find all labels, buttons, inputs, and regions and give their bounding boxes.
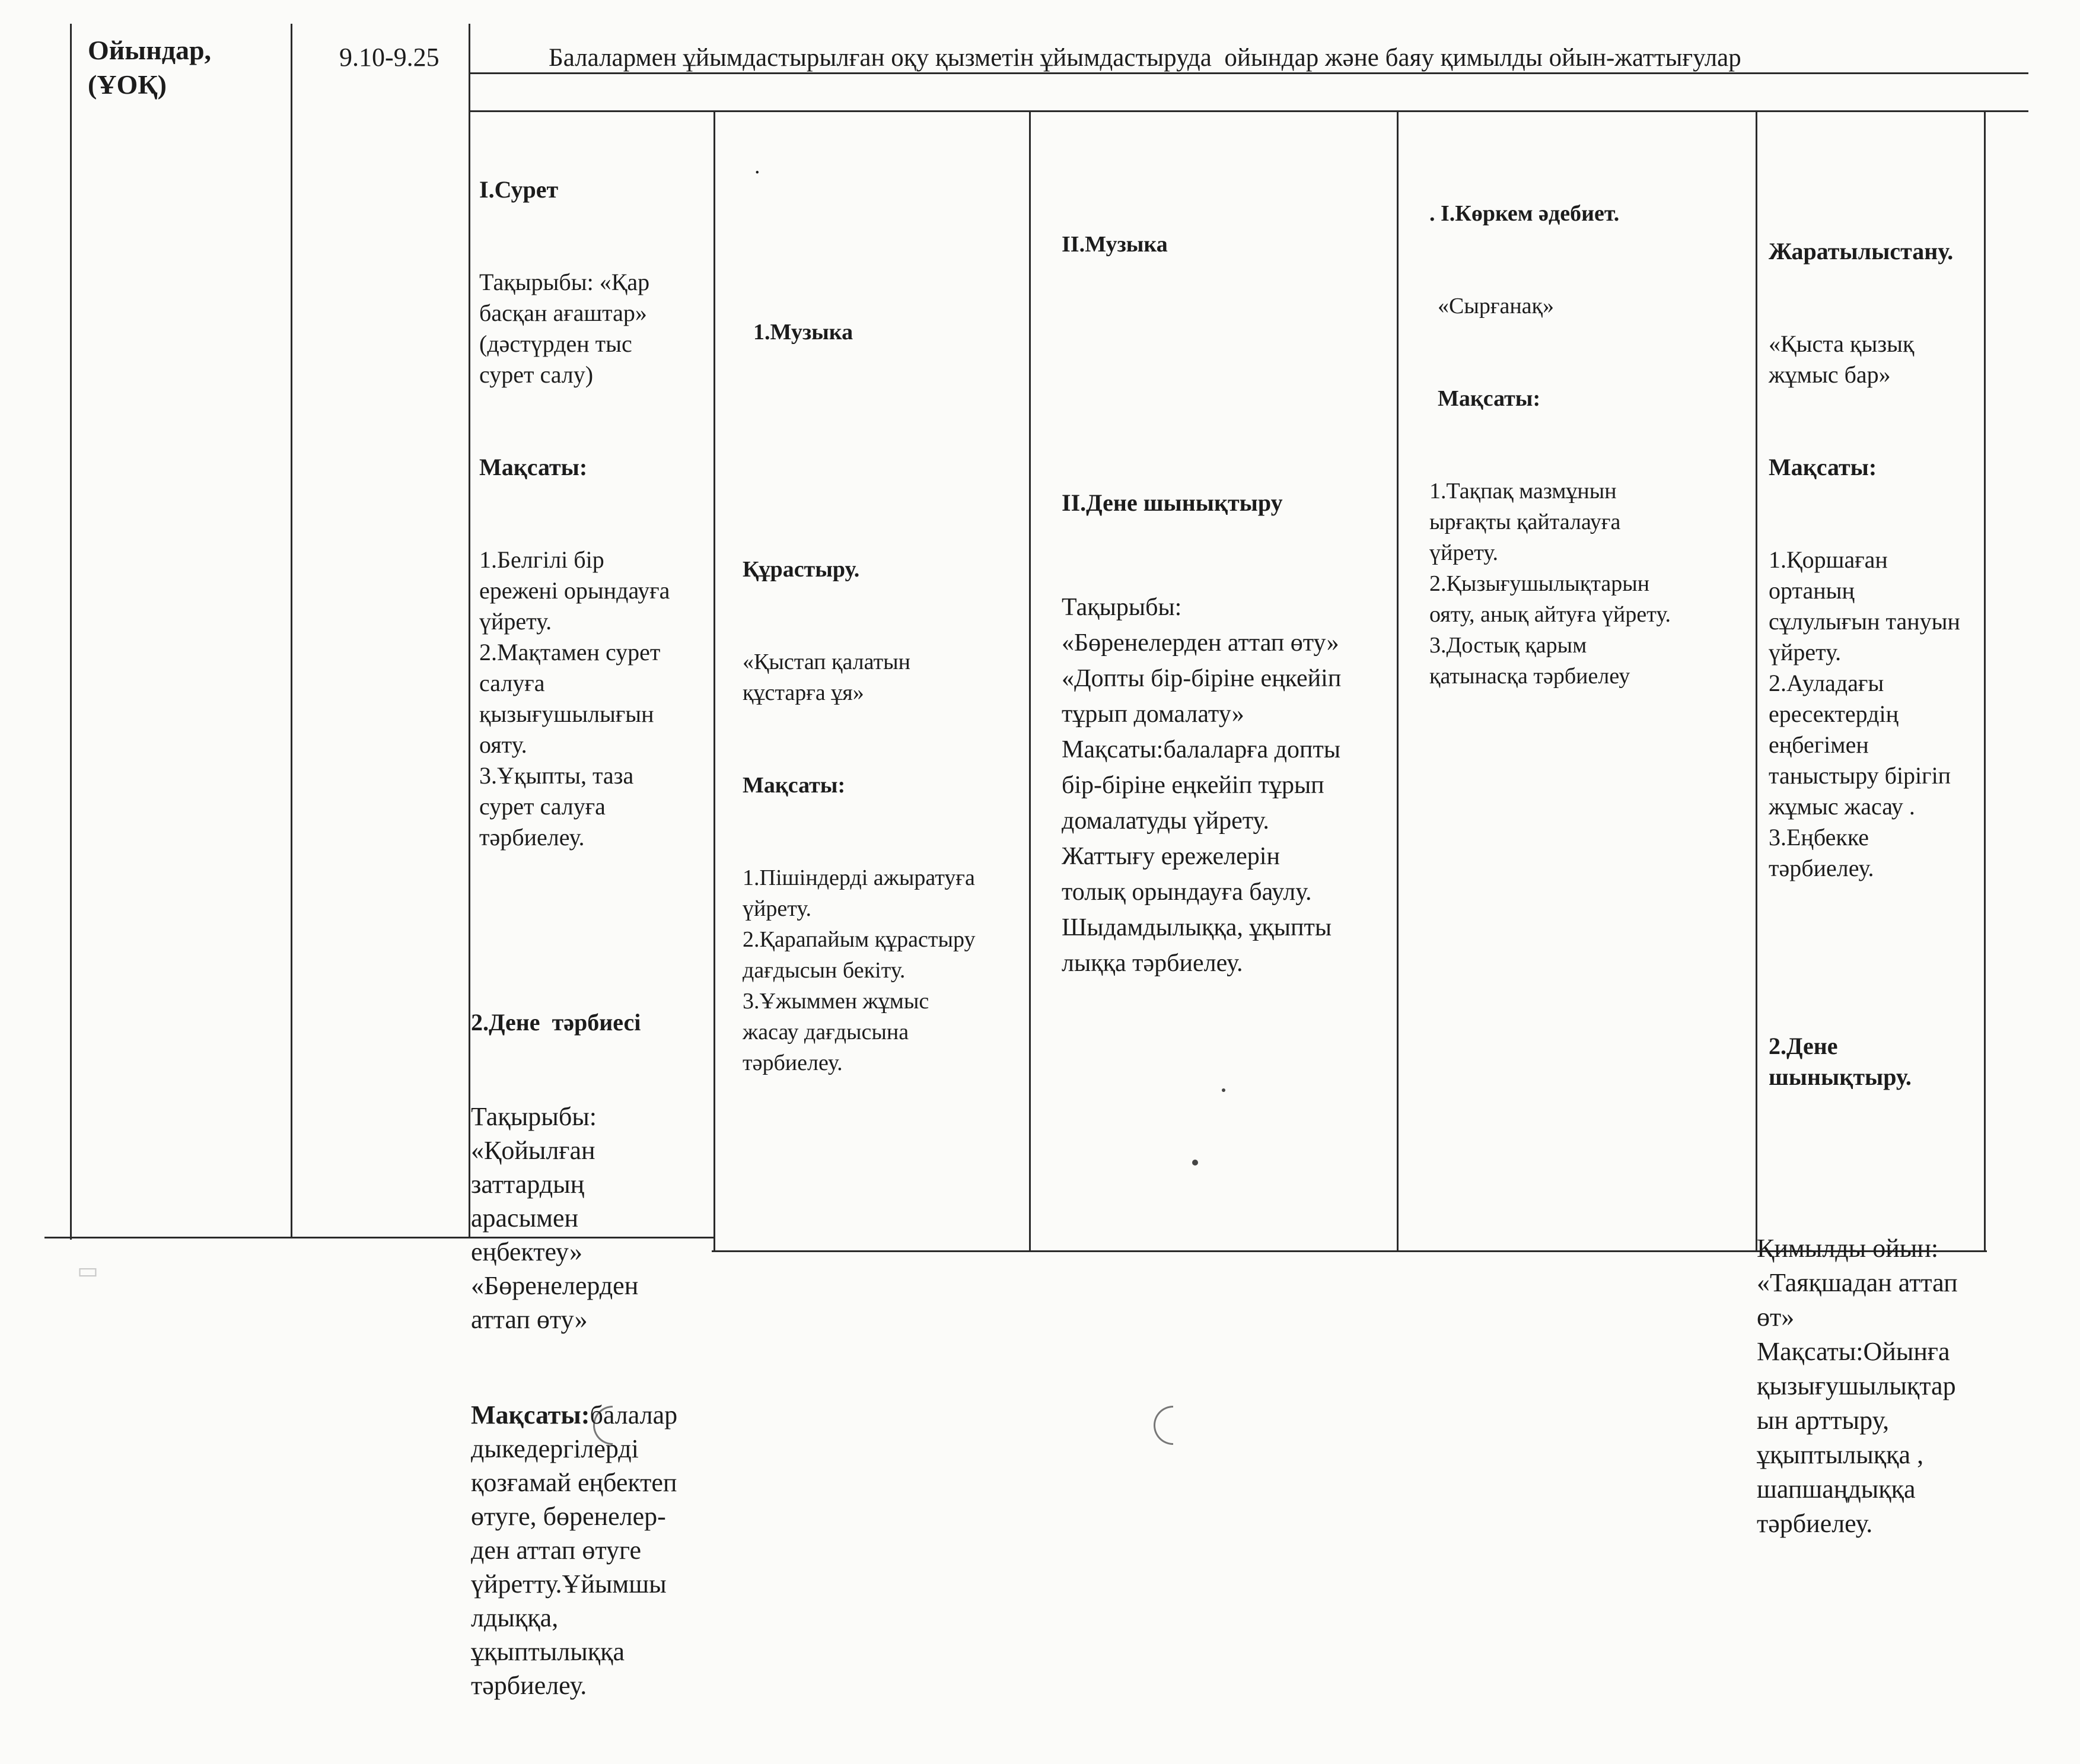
col5-heading-2: 2.Дене шынықтыру. bbox=[1769, 1033, 1912, 1090]
col4-goals-label: Мақсаты: bbox=[1438, 386, 1541, 411]
col2-dot: . bbox=[754, 154, 760, 179]
col1-topic: Тақырыбы: «Қар басқан ағаштар» (дәстүрден тыс сурет салу) bbox=[479, 269, 650, 388]
hole-punch-mark-right bbox=[1154, 1406, 1173, 1445]
col2-heading-2: Құрастыру. bbox=[743, 557, 860, 582]
col2-topic: «Қыстап қалатын құстарға ұя» bbox=[743, 649, 910, 705]
title-column-divider bbox=[291, 24, 292, 1238]
col2-heading: 1.Музыка bbox=[753, 320, 853, 345]
col5-heading: Жаратылыстану. bbox=[1769, 238, 1954, 265]
col3-heading-2: ІІ.Дене шынықтыру bbox=[1062, 489, 1283, 516]
col1-goals: 1.Белгілі бір ережені орындауға үйрету. 2.Мақтамен сурет салуға қызығушылығын ояту. 3.Ұқыпты, таза сурет салуға тәрбиелеу. bbox=[479, 546, 670, 851]
col3-body: Тақырыбы: «Бөренелерден аттап өту» «Допты бір-біріне еңкейіп тұрып домалату» Мақсаты:балаларға допты бір-біріне еңкейіп тұрып домалатуды үйрету. Жаттығу ережелерін толық орындауға баулу. Шыдамдылыққа, ұқыпты лыққа тәрбиелеу. bbox=[1062, 594, 1342, 977]
ink-spot bbox=[1192, 1160, 1198, 1166]
col1-goals-2-block bbox=[471, 1398, 711, 1702]
col5-body-2: Қимылды ойын: «Таяқшадан аттап өт» Мақсаты:Ойынға қызығушылықтар ын арттыру, ұқыптылыққа , шапшаңдыққа тәрбиелеу. bbox=[1757, 1234, 1958, 1538]
col4-heading: . І.Көркем әдебиет. bbox=[1429, 201, 1620, 226]
col2-goals: 1.Пішіндерді ажыратуға үйрету. 2.Қарапайым құрастыру дағдысын бекіту. 3.Ұжыммен жұмыс жасау дағдысына тәрбиелеу. bbox=[743, 865, 976, 1075]
column-4-content bbox=[1429, 136, 1753, 753]
col3-heading: ІІ.Музыка bbox=[1062, 232, 1168, 257]
table-right-border bbox=[1984, 110, 1986, 1252]
col5-goals-label: Мақсаты: bbox=[1769, 454, 1877, 480]
table-left-border bbox=[70, 24, 72, 1240]
activities-banner: Балалармен ұйымдастырылған оқу қызметін ұйымдастыруда ойындар және баяу қимылды ойын-жаттығулар bbox=[549, 44, 1741, 72]
col1-heading: І.Сурет bbox=[479, 176, 559, 203]
ink-spot-small bbox=[1222, 1088, 1225, 1092]
col4-goals: 1.Тақпақ мазмұнын ырғақты қайталауға үйрету. 2.Қызығушылықтарын ояту, анық айтуға үйрету. 3.Достық қарым қатынасқа тәрбиелеу bbox=[1429, 479, 1671, 689]
col5-topic: «Қыста қызық жұмыс бар» bbox=[1769, 330, 1915, 388]
time-slot: 9.10-9.25 bbox=[339, 43, 439, 72]
col4-topic: «Сырғанақ» bbox=[1438, 294, 1554, 319]
col5-goals: 1.Қоршаған ортаның сұлулығын тануын үйрету. 2.Ауладағы ересектердің еңбегімен таныстыру бірігіп жұмыс жасау . 3.Еңбекке тәрбиелеу. bbox=[1769, 546, 1960, 881]
column-1-content bbox=[471, 113, 711, 1764]
bleed-through-mark: ▭ bbox=[77, 1259, 98, 1284]
col4-divider bbox=[1756, 110, 1757, 1252]
col1-goals-2-label: Мақсаты: bbox=[471, 1400, 590, 1429]
col2-goals-label: Мақсаты: bbox=[743, 773, 846, 798]
column-2-content bbox=[743, 89, 1027, 1140]
col1-goals-label: Мақсаты: bbox=[479, 454, 588, 480]
banner-bottom-line-2 bbox=[469, 110, 2028, 112]
col1-heading-2: 2.Дене тәрбиесі bbox=[471, 1009, 641, 1036]
col1-topic-2: Тақырыбы: «Қойылған заттардың арасымен еңбектеу» «Бөренелерден аттап өту» bbox=[471, 1102, 639, 1334]
col1-divider bbox=[713, 110, 715, 1252]
column-5-content bbox=[1757, 174, 1982, 1603]
time-column-divider bbox=[469, 24, 470, 1238]
col3-divider bbox=[1397, 110, 1399, 1252]
col2-divider bbox=[1029, 110, 1031, 1252]
row-title: Ойындар, (ҰОҚ) bbox=[88, 35, 212, 100]
col1-goals-2: балалар дыкедергілерді қозғамай еңбектеп өтуге, бөренелер- ден аттап өтуге үйретту.Ұйымшы лдыққа, ұқыптылыққа тәрбиелеу. bbox=[471, 1400, 678, 1700]
column-3-content bbox=[1062, 155, 1394, 1052]
